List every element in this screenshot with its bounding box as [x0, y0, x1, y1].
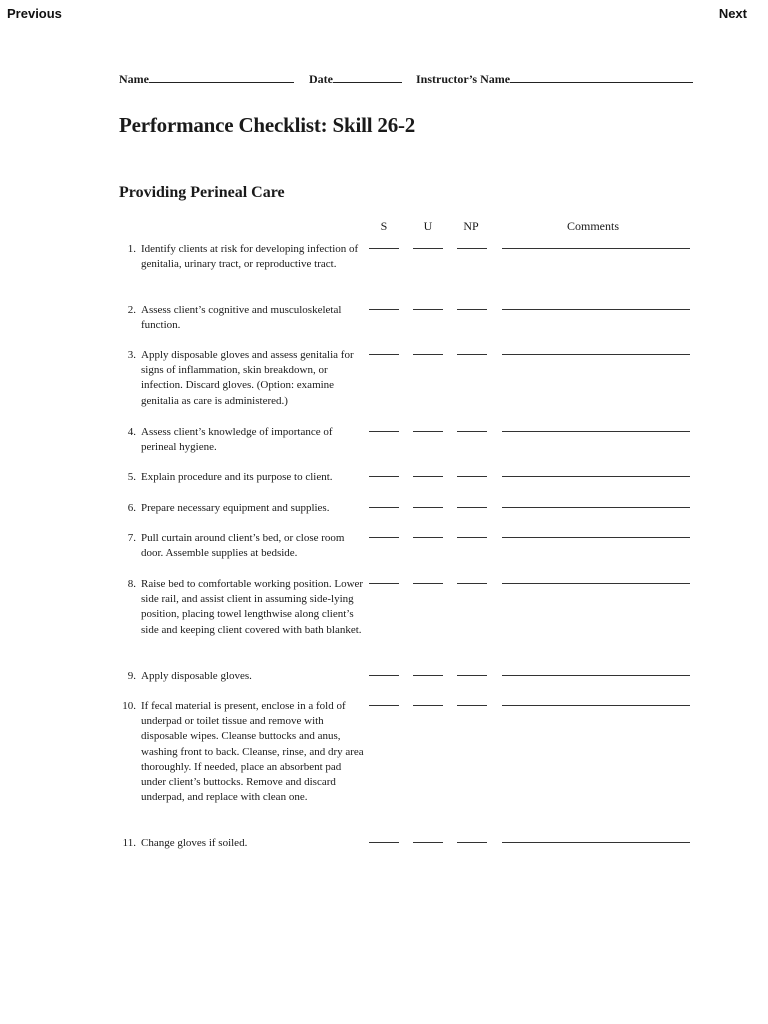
- comments-blank[interactable]: [502, 675, 690, 676]
- u-blank[interactable]: [413, 354, 443, 355]
- comments-blank[interactable]: [502, 507, 690, 508]
- name-field: [119, 70, 294, 87]
- item-text: Raise bed to comfortable working position. Lower side rail, and assist client in assuming side-lying position, placing towel lengthwise along client’s side and keeping client covered with bath blanket.: [141, 578, 364, 636]
- u-blank[interactable]: [413, 583, 443, 584]
- instructor-label: Instructor’s Name: [416, 72, 511, 86]
- u-blank[interactable]: [413, 842, 443, 843]
- comments-blank[interactable]: [502, 476, 690, 477]
- comments-blank[interactable]: [502, 309, 690, 310]
- instructor-blank[interactable]: [510, 70, 693, 83]
- item-number: 7.: [127, 532, 136, 544]
- np-blank[interactable]: [457, 583, 487, 584]
- item-text: Assess client’s knowledge of importance of perineal hygiene.: [141, 426, 333, 454]
- column-header-comments: Comments: [566, 219, 619, 233]
- section-subtitle: Providing Perineal Care: [119, 184, 285, 201]
- item-number: 1.: [127, 243, 136, 255]
- item-text: Assess client’s cognitive and musculoskeletal function.: [141, 304, 342, 332]
- np-blank[interactable]: [457, 309, 487, 310]
- page-title: Performance Checklist: Skill 26-2: [119, 113, 416, 137]
- item-number: 10.: [122, 700, 136, 712]
- u-blank[interactable]: [413, 537, 443, 538]
- comments-blank[interactable]: [502, 537, 690, 538]
- item-number: 5.: [127, 471, 136, 483]
- np-blank[interactable]: [457, 507, 487, 508]
- item-number: 4.: [127, 426, 136, 438]
- comments-blank[interactable]: [502, 583, 690, 584]
- comments-blank[interactable]: [502, 705, 690, 706]
- item-text: If fecal material is present, enclose in a fold of underpad or toilet tissue and remove with disposable wipes. Cleanse buttocks and anus, washing front to back. Cleanse, rinse, and dry area thoroughly. If needed, place an absorbent pad under client’s buttocks. Remove and discard underpad, and replace with clean one.: [141, 700, 364, 804]
- previous-link[interactable]: Previous: [7, 6, 62, 21]
- u-blank[interactable]: [413, 248, 443, 249]
- item-number: 6.: [127, 502, 136, 514]
- s-blank[interactable]: [369, 583, 399, 584]
- u-blank[interactable]: [413, 309, 443, 310]
- s-blank[interactable]: [369, 507, 399, 508]
- s-blank[interactable]: [369, 431, 399, 432]
- item-number: 11.: [122, 837, 136, 849]
- comments-blank[interactable]: [502, 354, 690, 355]
- s-blank[interactable]: [369, 705, 399, 706]
- u-blank[interactable]: [413, 507, 443, 508]
- date-blank[interactable]: [333, 70, 402, 83]
- u-blank[interactable]: [413, 705, 443, 706]
- np-blank[interactable]: [457, 354, 487, 355]
- s-blank[interactable]: [369, 842, 399, 843]
- u-blank[interactable]: [413, 476, 443, 477]
- u-blank[interactable]: [413, 675, 443, 676]
- item-text: Prepare necessary equipment and supplies.: [141, 502, 330, 514]
- date-field: [309, 70, 402, 87]
- np-blank[interactable]: [457, 476, 487, 477]
- np-blank[interactable]: [457, 705, 487, 706]
- item-text: Apply disposable gloves.: [141, 670, 252, 682]
- np-blank[interactable]: [457, 842, 487, 843]
- np-blank[interactable]: [457, 248, 487, 249]
- item-number: 8.: [127, 578, 136, 590]
- u-blank[interactable]: [413, 431, 443, 432]
- np-blank[interactable]: [457, 431, 487, 432]
- instructor-field: [416, 70, 693, 87]
- item-text: Explain procedure and its purpose to client.: [141, 471, 333, 483]
- s-blank[interactable]: [369, 354, 399, 355]
- np-blank[interactable]: [457, 675, 487, 676]
- s-blank[interactable]: [369, 675, 399, 676]
- comments-blank[interactable]: [502, 248, 690, 249]
- name-label: Name: [119, 72, 149, 86]
- item-number: 9.: [127, 670, 136, 682]
- s-blank[interactable]: [369, 476, 399, 477]
- date-label: Date: [309, 72, 333, 86]
- item-number: 2.: [127, 304, 136, 316]
- column-header-np: NP: [463, 219, 479, 233]
- column-header-u: U: [423, 219, 433, 233]
- comments-blank[interactable]: [502, 842, 690, 843]
- comments-blank[interactable]: [502, 431, 690, 432]
- item-text: Apply disposable gloves and assess genitalia for signs of inflammation, skin breakdown, or infection. Discard gloves. (Option: examine genitalia as care is administered.): [141, 349, 354, 407]
- s-blank[interactable]: [369, 537, 399, 538]
- s-blank[interactable]: [369, 248, 399, 249]
- np-blank[interactable]: [457, 537, 487, 538]
- item-text: Change gloves if soiled.: [141, 837, 248, 849]
- name-blank[interactable]: [149, 70, 294, 83]
- item-number: 3.: [127, 349, 136, 361]
- item-text: Pull curtain around client’s bed, or close room door. Assemble supplies at bedside.: [141, 532, 345, 560]
- next-link[interactable]: Next: [718, 6, 747, 21]
- item-text: Identify clients at risk for developing infection of genitalia, urinary tract, or reproductive tract.: [141, 243, 359, 271]
- s-blank[interactable]: [369, 309, 399, 310]
- column-header-s: S: [380, 219, 388, 233]
